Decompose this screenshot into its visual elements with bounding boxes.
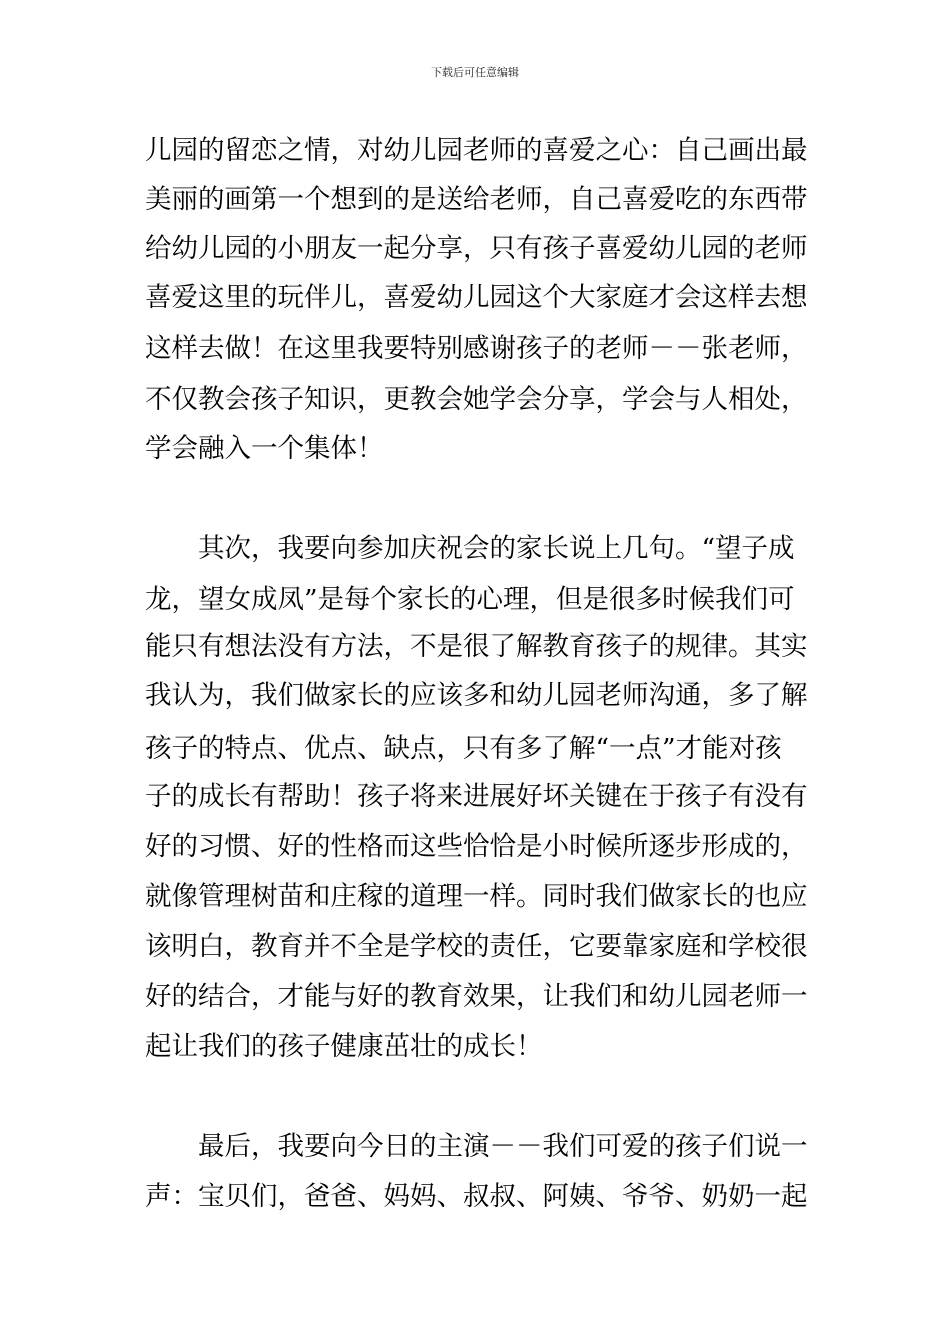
paragraph-2-line-7: 好的习惯、好的性格而这些恰恰是小时候所逐步形成的， xyxy=(145,831,808,862)
paragraph-2-line-2: 龙，望女成凤”是每个家长的心理，但是很多时候我们可 xyxy=(145,584,795,615)
paragraph-1-line-1: 儿园的留恋之情，对幼儿园老师的喜爱之心：自己画出最 xyxy=(145,135,808,166)
paragraph-3-line-2: 声：宝贝们，爸爸、妈妈、叔叔、阿姨、爷爷、奶奶一起 xyxy=(145,1181,808,1212)
paragraph-2-line-6: 子的成长有帮助！孩子将来进展好坏关键在于孩子有没有 xyxy=(145,781,808,812)
page-header: 下载后可任意编辑 xyxy=(431,66,519,79)
paragraph-2-line-8: 就像管理树苗和庄稼的道理一样。同时我们做家长的也应 xyxy=(145,881,808,912)
paragraph-2-line-11: 起让我们的孩子健康茁壮的成长！ xyxy=(145,1031,543,1062)
paragraph-2-line-1: 其次，我要向参加庆祝会的家长说上几句。“望子成 xyxy=(145,533,795,564)
paragraph-1-line-7: 学会融入一个集体！ xyxy=(145,433,384,464)
paragraph-2-line-4: 我认为，我们做家长的应该多和幼儿园老师沟通，多了解 xyxy=(145,680,808,711)
paragraph-1-line-2: 美丽的画第一个想到的是送给老师，自己喜爱吃的东西带 xyxy=(145,184,808,215)
paragraph-2-line-3: 能只有想法没有方法，不是很了解教育孩子的规律。其实 xyxy=(145,631,808,662)
paragraph-1-line-4: 喜爱这里的玩伴儿，喜爱幼儿园这个大家庭才会这样去想 xyxy=(145,282,808,313)
paragraph-3-line-1: 最后，我要向今日的主演－－我们可爱的孩子们说一 xyxy=(145,1131,808,1162)
paragraph-1-line-3: 给幼儿园的小朋友一起分享，只有孩子喜爱幼儿园的老师 xyxy=(145,233,808,264)
paragraph-1-line-5: 这样去做！在这里我要特别感谢孩子的老师－－张老师， xyxy=(145,333,808,364)
paragraph-1-line-6: 不仅教会孩子知识，更教会她学会分享，学会与人相处， xyxy=(145,384,808,415)
paragraph-2-line-10: 好的结合，才能与好的教育效果，让我们和幼儿园老师一 xyxy=(145,981,808,1012)
paragraph-2-line-9: 该明白，教育并不全是学校的责任，它要靠家庭和学校很 xyxy=(145,931,808,962)
paragraph-2-line-5: 孩子的特点、优点、缺点，只有多了解“一点”才能对孩 xyxy=(145,733,782,764)
